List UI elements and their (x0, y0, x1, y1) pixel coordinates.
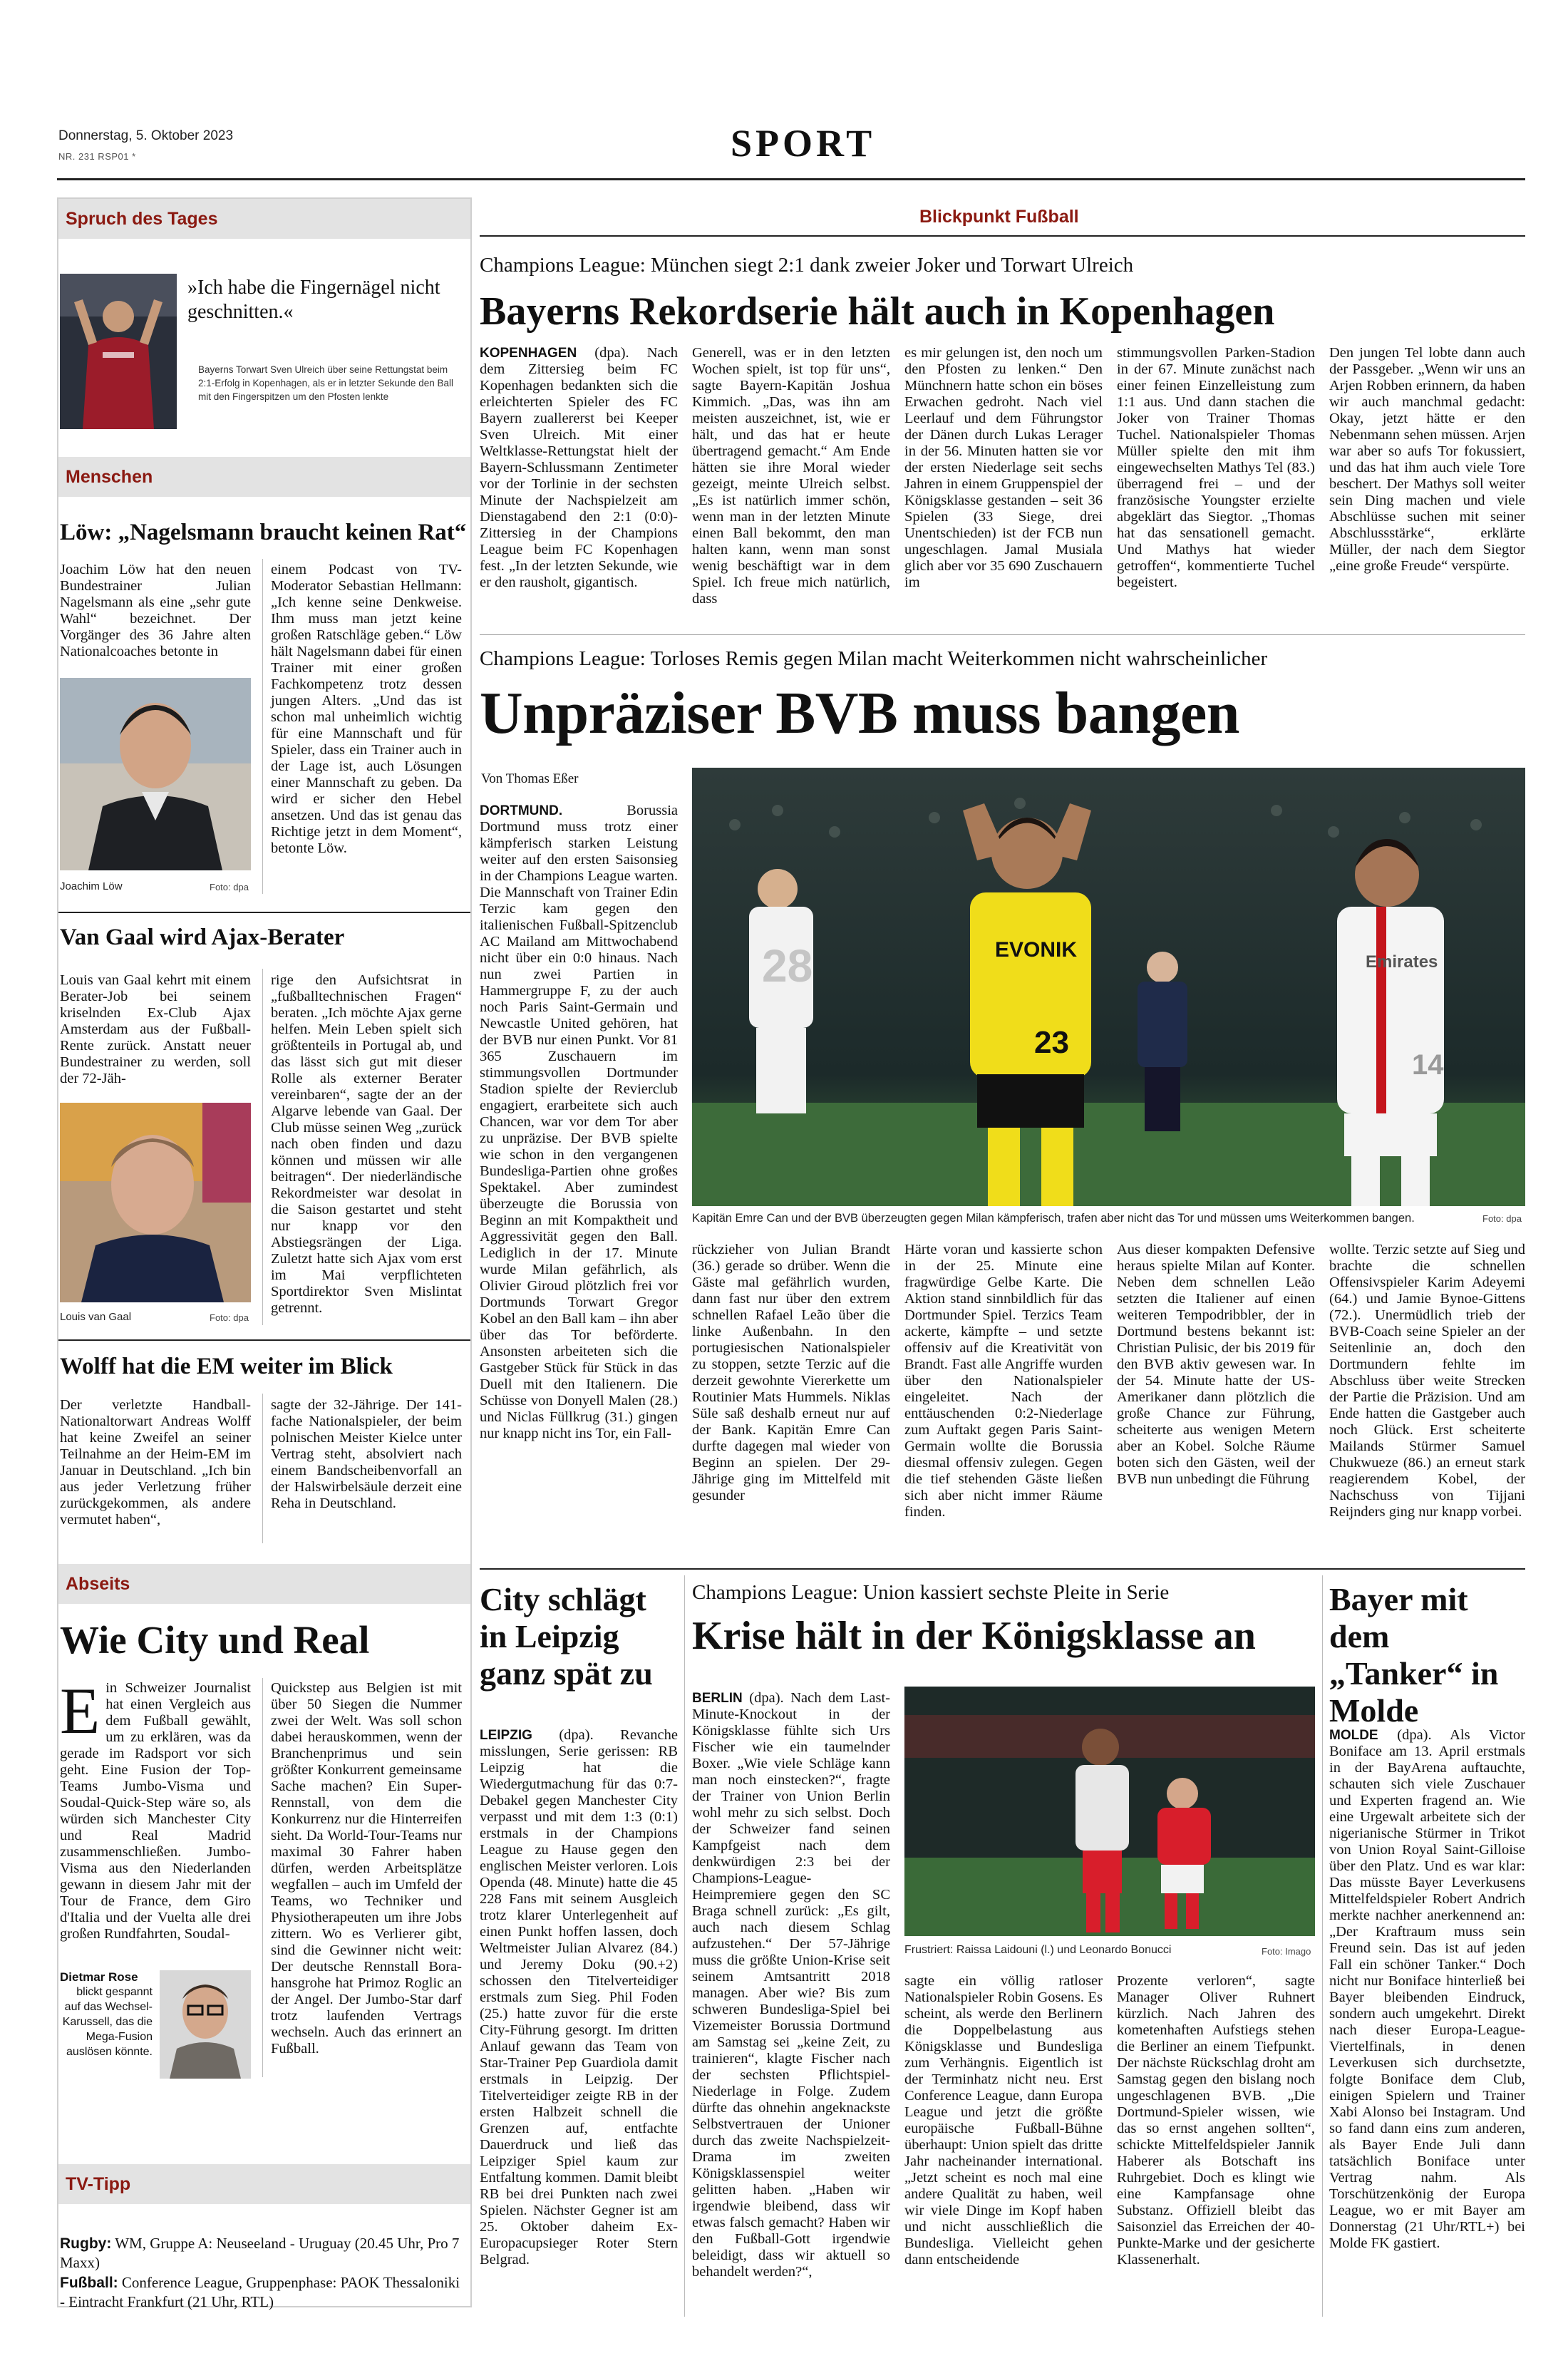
section-title: SPORT (731, 122, 876, 165)
loew-headline: Löw: „Nagelsmann braucht keinen Rat“ (60, 520, 467, 545)
vangaal-photo-credit: Foto: dpa (210, 1312, 249, 1323)
bayern-headline: Bayerns Rekordserie hält auch in Kopenhagen (480, 289, 1275, 334)
union-divider (1322, 1575, 1323, 2317)
vangaal-col2: rige den Aufsichtsrat in „fußballtechnischen Fragen“ beraten. „Ich möchte Ajax gerne helfen. Mein Leben spielt sich größtenteils in Portugal ab, und das lässt sich gut mit dieser Rolle als externer Berater vereinbaren“, sagte der an der Algarve lebende van Gaal. Der Club müsse seinen Weg „zurück nach oben finden und dazu können und müssen wir alle beitragen“. Der niederländische Rekordmeister war desolat in die Saison gestartet und steht nur knapp vor den Abstiegsrängen der Liga. Zuletzt hatte sich Ajax vom erst im Mai verpflichteten Sportdirektor Sven Mislintat getrennt. (271, 972, 462, 1316)
union-photo (904, 1687, 1315, 1936)
wolff-col2: sagte der 32-Jährige. Der 141-fache Nationalspieler, der beim polnischen Meister Kielce unter Vertrag steht, absolviert nach einem Bandscheibenvorfall an der Halswirbelsäule derzeit eine Reha in Deutschland. (271, 1397, 462, 1511)
city-text-body: (dpa). Revanche misslungen, Serie gerissen: RB Leipzig hat die Wiedergutmachung für das 0:7-Debakel gegen Manchester City verpasst und mit dem 1:3 (0:1) erstmals in der Champions League zu Hause gegen den englischen Meister verloren. Lois Openda (48. Minute) hatte die 45 228 Fans mit seinem Ausgleich trotz klarer Unterlegenheit auf einen Punkt hoffen lassen, doch Weltmeister Julian Alvarez (84.) und Jeremy Doku (90.+2) schossen den Titelverteidiger erstmals zum Sieg. Phil Foden (25.) hatte zuvor für die erste City-Führung gesorgt. Im dritten Anlauf gewann das Team von Star-Trainer Pep Guardiola damit erstmals in Leipzig. Der Titelverteidiger zeigte RB in der ersten Halbzeit schnell die Grenzen auf, entfachte Dauerdruck und ließ das Leipziger Spiel kaum zur Entfaltung kommen. Damit bleibt RB bei drei Punkten nach zwei Spielen. Nächster Gegner ist am 25. Oktober daheim Ex-Europacupsieger Roter Stern Belgrad. (480, 1727, 679, 2268)
sidebar (57, 197, 472, 2310)
loew-col1: Joachim Löw hat den neuen Bundestrainer Julian Nagelsmann als eine „sehr gute Wahl“ bezeichnet. Der Vorgänger des 36 Jahre alten Nationalcoaches betonte in (60, 562, 251, 659)
abseits-dropcap: E (60, 1674, 100, 1747)
header-rule (57, 178, 1525, 180)
city-divider (684, 1575, 685, 2317)
menschen-rule-2 (58, 1339, 470, 1341)
union-col2: sagte ein völlig ratloser Nationalspieler Robin Gosens. Es scheint, als werde den Berlinern die Doppelbelastung aus Königsklasse und Bundesliga zum Verhängnis. Eigentlich ist der Terminhatz nicht neu. Erst Conference League, dann Europa League und jetzt die größte europäische Fußball-Bühne überhaupt: Union spielt das dritte Jahr nacheinander international. „Jetzt scheint es noch mal eine andere Qualität zu haben, weil wir viele Dinge im Kopf haben und nicht ausschließlich die Bundesliga. Vielleicht gehen dann entscheidende (904, 1973, 1103, 2268)
tv-rugby-text: WM, Gruppe A: Neuseeland - Uruguay (20.45 Uhr, Pro 7 Maxx) (60, 2235, 460, 2271)
tv-rugby-label: Rugby: (60, 2235, 112, 2252)
spruch-label: Spruch des Tages (58, 199, 470, 239)
svg-text:14: 14 (1412, 1049, 1444, 1081)
issue-number: NR. 231 RSP01 * (58, 151, 136, 162)
union-col3: Prozente verloren“, sagte Manager Oliver Ruhnert kürzlich. Nach Jahren des kometenhaften Aufstiegs stehen die Berliner an einem Tiefpunkt. Der nächste Rückschlag droht am Samstag gegen den bislang noch ungeschlagenen BVB. „Die Dortmund-Spieler wissen, wie das so ernst angehen sollten“, schickte Mittelfeldspieler Jannik Haberer als Botschaft ins Ruhrgebiet. Doch es klingt wie eine Kampfansage ohne Substanz. Offiziell bleibt das Saisonziel das Erreichen der 40-Punkte-Marke und der gesicherte Klassenerhalt. (1117, 1973, 1315, 2268)
abseits-col1-text: in Schweizer Journalist hat einen Vergleich aus dem Fußball gewählt, um zu erklären, was da gerade im Radsport vor sich geht. Eine Fusion der Top-Teams Jumbo-Visma und Soudal-Quick-Step wäre so, als würden sich Manchester City und Real Madrid zusammenschließen. Jumbo-Visma aus den Niederlanden gewann in diesem Jahr mit der Tour de France, dem Giro d'Italia und der Vuelta alle drei großen Rundfahrten, Soudal- (60, 1680, 251, 1942)
bvb-photo-credit: Foto: dpa (1482, 1213, 1522, 1224)
loew-photo (60, 678, 251, 870)
bvb-col3: Härte voran und kassierte schon in der 25. Minute eine fragwürdige Gelbe Karte. Die Aktion stand sinnbildlich für das Dortmunder Spiel. Terzics Team ackerte, kämpfte – und setzte offensiv auf die Kreativität von Brandt. Fast alle Angriffe wurden über den Nationalspieler eingeleitet. Nach der enttäuschenden 0:2-Niederlage zum Auftakt gegen Paris Saint-Germain wollte die Borussia diesmal offensiv zulegen. Gegen die tief stehenden Gäste ließen sich aber nicht immer Räume finden. (904, 1242, 1103, 1520)
city-dateline: LEIPZIG (480, 1728, 532, 1743)
bvb-byline: Von Thomas Eßer (481, 771, 579, 786)
bayern-col4: stimmungsvollen Parken-Stadion in der 67. Minute zunächst nach einer feinen Einzelleistung zum 1:1 aus. Und dann stachen die Joker von Trainer Thomas Tuchel. Nationalspieler Thomas Müller spielte den mit ihm eingewechselten Mathys Tel (83.) überragend frei – und der französische Youngster erzielte abgeklärt das Siegtor. „Thomas hat das sensationell gemacht. Und Mathys hat wieder getroffen“, kommentierte Tuchel begeistert. (1117, 345, 1315, 590)
city-text (480, 1727, 678, 2268)
tv-line-fussball (60, 2273, 466, 2311)
bayern-end-rule (480, 634, 1525, 635)
svg-text:EVONIK: EVONIK (995, 938, 1078, 962)
bayer-text (1329, 1727, 1525, 2252)
union-dateline: BERLIN (692, 1691, 743, 1706)
loew-col2: einem Podcast von TV-Moderator Sebastian Hellmann: „Ich kenne seine Denkweise. Ihm muss man jetzt keine großen Ratschläge geben.“ Löw hält Nagelsmann dabei für einen Trainer mit einer großen Fachkompetenz trotz dessen jungen Alters. „Und das ist schon mal unheimlich wichtig für eine Mannschaft und für Spieler, dass ein Trainer auch in der Lage ist, auch Lösungen einer Mannschaft zu geben. Da wird er sicher den Hebel ansetzen. Und das ist genau das Richtige jetzt in dem Moment“, betonte Löw. (271, 562, 462, 856)
loew-col-divider (262, 559, 263, 894)
bayern-kicker: Champions League: München siegt 2:1 dank zweier Joker und Torwart Ulreich (480, 254, 1134, 277)
blickpunkt-rule (480, 235, 1525, 237)
city-headline: City schlägt in Leipzig ganz spät zu (480, 1581, 653, 1692)
union-col1 (692, 1690, 890, 2280)
menschen-label: Menschen (58, 457, 470, 497)
bvb-col2: rückzieher von Julian Brandt (36.) gerade so drüber. Wenn die Gäste mal gefährlich wurden, dann fast nur über den extrem schnellen Rafael Leão über die linke Außenbahn. In den portugiesischen Nationalspieler zu stoppen, setzte Terzic auf die derzeit gewohnte Viererkette um Routinier Mats Hummels. Niklas Süle saß deshalb erneut nur auf der Bank. Kapitän Emre Can durfte dagegen mal wieder von Beginn an spielen. Der 29-Jährige ging im Mittelfeld mit gesunder (692, 1242, 890, 1503)
wolff-headline: Wolff hat die EM weiter im Blick (60, 1354, 393, 1379)
spruch-quote: »Ich habe die Fingernägel nicht geschnitten.« (187, 277, 440, 323)
abseits-label: Abseits (58, 1564, 470, 1604)
tvtipp-label: TV-Tipp (58, 2164, 470, 2204)
bvb-kicker: Champions League: Torloses Remis gegen Milan macht Weiterkommen nicht wahrscheinlicher (480, 647, 1268, 670)
author-name: Dietmar Rose (60, 1970, 138, 1984)
vangaal-photo-caption: Louis van Gaal (60, 1311, 132, 1323)
tv-fussball-text: Conference League, Gruppenphase: PAOK Thessaloniki - Eintracht Frankfurt (21 Uhr, RTL) (60, 2274, 460, 2310)
bayer-dateline: MOLDE (1329, 1728, 1378, 1743)
bayern-col1-text: (dpa). Nach dem Zittersieg beim FC Kopenhagen bedankten sich die erleichterten Spieler des FC Bayern zuallererst bei Keeper Sven Ulreich. Mit einer Weltklasse-Rettungstat hielt der Bayern-Schlussmann Zentimeter vor der Torlinie in der sechsten Minute der Nachspielzeit am Dienstagabend den 2:1 (0:0)-Zittersieg in der Champions League beim FC Kopenhagen fest. „In der letzten Sekunde, wie er den rausholt, gigantisch. (480, 345, 678, 590)
bayern-col2: Generell, was er in den letzten Wochen spielt, ist top für uns“, sagte Bayern-Kapitän Joshua Kimmich. „Das, was ihn am meisten auszeichnet, ist, wie er hält, und das hat er heute übertragend gemacht.“ Am Ende hätten sie ihre Moral wieder gezeigt, meinte Ulreich selbst. „Es ist natürlich immer schön, wenn man in der letzten Minute einen Ball bekommt, den man halten kann, wenn man sonst wenig beschäftigt war in dem Spiel. Ich freue mich natürlich, dass (692, 345, 890, 607)
author-photo (160, 1970, 251, 2079)
loew-photo-credit: Foto: dpa (210, 882, 249, 892)
menschen-rule-1 (58, 912, 470, 913)
union-photo-credit: Foto: Imago (1262, 1946, 1311, 1957)
ulreich-photo (60, 274, 177, 429)
bvb-photo (692, 768, 1525, 1206)
bayern-col1 (480, 345, 678, 591)
union-photo-caption: Frustriert: Raissa Laidouni (l.) und Leonardo Bonucci (904, 1944, 1172, 1956)
union-kicker: Champions League: Union kassiert sechste Pleite in Serie (692, 1581, 1170, 1604)
abseits-col-divider (262, 1678, 263, 2077)
union-col1-text: (dpa). Nach dem Last-Minute-Knockout in der Königsklasse fühlte sich Urs Fischer wie ein taumelnder Boxer. „Wie viele Schläge kann man noch einstecken?“, fragte der Trainer von Union Berlin wohl mehr zu sich selbst. Doch der Schweizer fand seinen Kampfgeist nach dem denkwürdigen 2:3 bei der Champions-League-Heimpremiere gegen den SC Braga schnell zurück: „Es gilt, auch nach diesem Schlag aufzustehen.“ Der 57-Jährige muss die größte Union-Krise seit seinem Amtsantritt 2018 managen. Aber wie? Bis zum schweren Bundesliga-Spiel bei Vizemeister Borussia Dortmund am Samstag sei „keine Zeit, zu trainieren“, klagte Fischer nach der sechsten Pflichtspiel-Niederlage in Folge. Zudem dürfte das ohnehin angeknackste Selbstvertrauen der Unioner durch das zweite Nachspielzeit-Drama im zweiten Königsklassenspiel weiter gelitten haben. „Haben wir irgendwie bleibend, dass wir etwas falsch gemacht? Haben wir den Fußball-Gott irgendwie beleidigt, dass wir aktuell so behandelt werden?“, (692, 1690, 891, 2280)
bvb-headline: Unpräziser BVB muss bangen (480, 680, 1239, 746)
wolff-col-divider (262, 1394, 263, 1543)
abseits-headline: Wie City und Real (60, 1618, 370, 1662)
wolff-col1: Der verletzte Handball-Nationaltorwart Andreas Wolff hat keine Zweifel an seiner Teilnahme an der Heim-EM im Januar in Deutschland. „Ich bin aus jeder Verletzung früher zurückgekommen, als andere vermutet haben“, (60, 1397, 251, 1528)
bvb-photo-caption: Kapitän Emre Can und der BVB überzeugten gegen Milan kämpferisch, trafen aber nicht das Tor und müssen ums Weiterkommen bangen. (692, 1212, 1415, 1225)
blickpunkt-label: Blickpunkt Fußball (919, 207, 1079, 227)
spruch-caption: Bayerns Torwart Sven Ulreich über seine Rettungstat beim 2:1-Erfolg in Kopenhagen, als er in letzter Sekunde den Ball mit den Fingerspitzen um den Pfosten lenkte (198, 364, 453, 402)
bayern-col3: es mir gelungen ist, den noch um den Pfosten zu lenken.“ Den Münchnern hatte schon ein böses Erwachen gedroht. Nach viel Leerlauf und dem Führungstor der Dänen durch Lukas Lerager in der 56. Minuten hatten sie vor der ersten Niederlage seit sechs Jahren in einem Gruppenspiel der Königsklasse gestanden – seit 36 Spielen (33 Siege, drei Unentschieden) ist der FCB nun ungeschlagen. Jamal Musiala glich aber vor 35 690 Zuschauern im (904, 345, 1103, 590)
vangaal-col1: Louis van Gaal kehrt mit einem Berater-Job bei seinem kriselnden Ex-Club Ajax Amsterdam aus der Fußball-Rente zurück. Anstatt neuer Bundestrainer zu werden, soll der 72-Jäh- (60, 972, 251, 1086)
bvb-col5: wollte. Terzic setzte auf Sieg und brachte die schnellen Offensivspieler Karim Adeyemi (64.) und Jamie Bynoe-Gittens (72.). Unermüdlich trieb der BVB-Coach seine Spieler an der Seitenlinie an, doch den Dortmundern fehlte im Abschluss über weite Strecken der Partie die Präzision. Und am Ende hatten die Gastgeber auch noch Glück. Erst scheiterte Mailands Stürmer Samuel Chukwueze (86.) an erneut stark reagierendem Kobel, der Nachschuss von Tijjani Reijnders ging nur knapp vorbei. (1329, 1242, 1525, 1520)
bvb-lead-text: Borussia Dortmund muss trotz einer kämpferisch starken Leistung weiter auf den ersten Saisonsieg in der Champions League warten. Die Mannschaft von Trainer Edin Terzic kam gegen den italienischen Fußball-Spitzenclub AC Mailand am Mittwochabend nicht über ein 0:0 hinaus. Nach nun zwei Partien in Hammergruppe F, zu der auch noch Paris Saint-Germain und Newcastle United gehören, hat der BVB nur einen Punkt. Vor 81 365 Zuschauern im stimmungsvollen Dortmunder Stadion spielte der Revierclub engagiert, erarbeitete sich auch Chancen, war vor dem Tor aber zu unpräzise. Der BVB spielte wie schon in den vergangenen Bundesliga-Partien ohne großes Spektakel. Aber zumindest überzeugte die Borussia von Beginn an mit Kompaktheit und Aggressivität gegen den Ball. Lediglich in der 17. Minute wurde Milan gefährlich, als Olivier Giroud plötzlich frei vor Dortmunds Torwart Gregor Kobel an den Ball kam – ihn aber über das Tor beförderte. Ansonsten arbeiteten sich die Gastgeber Stück für Stück in das Duell mit den Italienern. Die Schüsse von Donyell Malen (28.) und Niclas Füllkrug (31.) gingen nur knapp nicht ins Tor, ein Fall- (480, 803, 678, 1441)
bvb-lead (480, 803, 678, 1442)
tv-line-rugby (60, 2234, 466, 2272)
vangaal-photo (60, 1103, 251, 1302)
abseits-col2: Quickstep aus Belgien ist mit über 50 Siegen die Nummer zwei der Welt. Was soll schon dabei herauskommen, wenn der Branchenprimus und sein größter Konkurrent gemeinsame Sache machen? Ein Super-Rennstall, von dem die Konkurrenz nur die Hinterreifen sieht. Da World-Tour-Teams nur maximal 30 Fahrer haben dürfen, werden Arbeitsplätze wegfallen – auch im Umfeld der Teams, wo Techniker und Physiotherapeuten um ihre Jobs zittern. Wo es Verlierer gibt, sind die Gewinner nicht weit: Der deutsche Rennstall Bora-hansgrohe hat Primoz Roglic an der Angel. Der Jumbo-Star darf trotz laufenden Vertrags wechseln. Auch das erinnert an Fußball. (271, 1680, 462, 2057)
svg-text:23: 23 (1034, 1025, 1069, 1060)
svg-text:Emirates: Emirates (1366, 952, 1438, 972)
bayern-dateline: KOPENHAGEN (480, 346, 577, 361)
bayer-text-body: (dpa). Als Victor Boniface am 13. April erstmals in der BayArena auftauchte, schauten sich viele Zuschauer und Experten fragend an. Wie eine Urgewalt arbeitete sich der nigerianische Stürmer in Trikot von Union Royal Saint-Gilloise über den Platz. Und es war klar: Das müsste Bayer Leverkusens Mittelfeldspieler Robert Andrich merkte nachher anerkennend an: „Der Kraftraum muss sein Freund sein. Das ist auf jeden Fall ein schöner Tanker.“ Doch nicht nur Boniface hinterließ bei Bayer bleibenden Eindruck, sondern auch umgekehrt. Direkt nach dieser Europa-League-Viertelfinals, in denen Leverkusen sich durchsetzte, folgte Boniface dem Club, einigen Spielern und Trainer Xabi Alonso bei Instagram. Und so fand dann eins zum anderen, als Bayer Ende Juli dann tatsächlich Boniface unter Vertrag nahm. Als Torschützenkönig der Europa League, wo er mit Bayer am Donnerstag (21 Uhr/RTL+) bei Molde FK gastiert. (1329, 1727, 1526, 2251)
author-note: blickt gespannt auf das Wechsel-Karussell, das die Mega-Fusion auslösen könnte. (62, 1986, 153, 2058)
vangaal-col-divider (262, 969, 263, 1325)
bayer-headline: Bayer mit dem „Tanker“ in Molde (1329, 1581, 1499, 1729)
loew-photo-caption: Joachim Löw (60, 880, 123, 892)
bvb-end-rule (480, 1568, 1525, 1570)
vangaal-headline: Van Gaal wird Ajax-Berater (60, 925, 345, 950)
bayern-col5: Den jungen Tel lobte dann auch der Passgeber. „Wenn wir uns an Arjen Robben erinnern, da haben wir auch manchmal gedacht: Okay, jetzt hätte er den Nebenmann sehen müssen. Arjen war aber so aufs Tor fokussiert, und das hat ihm auch viele Tore beschert. Der Mathys soll weiter sein Ding machen und viele Abschlüsse suchen mit seiner Abschlussstärke“, erklärte Müller, der nach dem Siegtor „eine große Freude“ verspürte. (1329, 345, 1525, 574)
union-headline: Krise hält in der Königsklasse an (692, 1614, 1256, 1658)
bvb-dateline: DORTMUND. (480, 803, 563, 818)
tv-fussball-label: Fußball: (60, 2275, 118, 2291)
page-date: Donnerstag, 5. Oktober 2023 (58, 128, 234, 143)
svg-text:28: 28 (762, 940, 813, 992)
bvb-col4: Aus dieser kompakten Defensive heraus spielte Milan auf Konter. Neben dem schnellen Leão setzten die Italiener auf einen weiteren Tempodribbler, der in Dortmund bestens bekannt ist: Christian Pulisic, der bis 2019 für den BVB aktiv gewesen war. In der 54. Minute hatte der US-Amerikaner dann plötzlich die große Chance zur Führung, scheiterte aus wenigen Metern aber an Kobel. Solche Räume boten sich den Gästen, weil der BVB nun unbedingt die Führung (1117, 1242, 1315, 1487)
abseits-col1 (60, 1674, 251, 1942)
